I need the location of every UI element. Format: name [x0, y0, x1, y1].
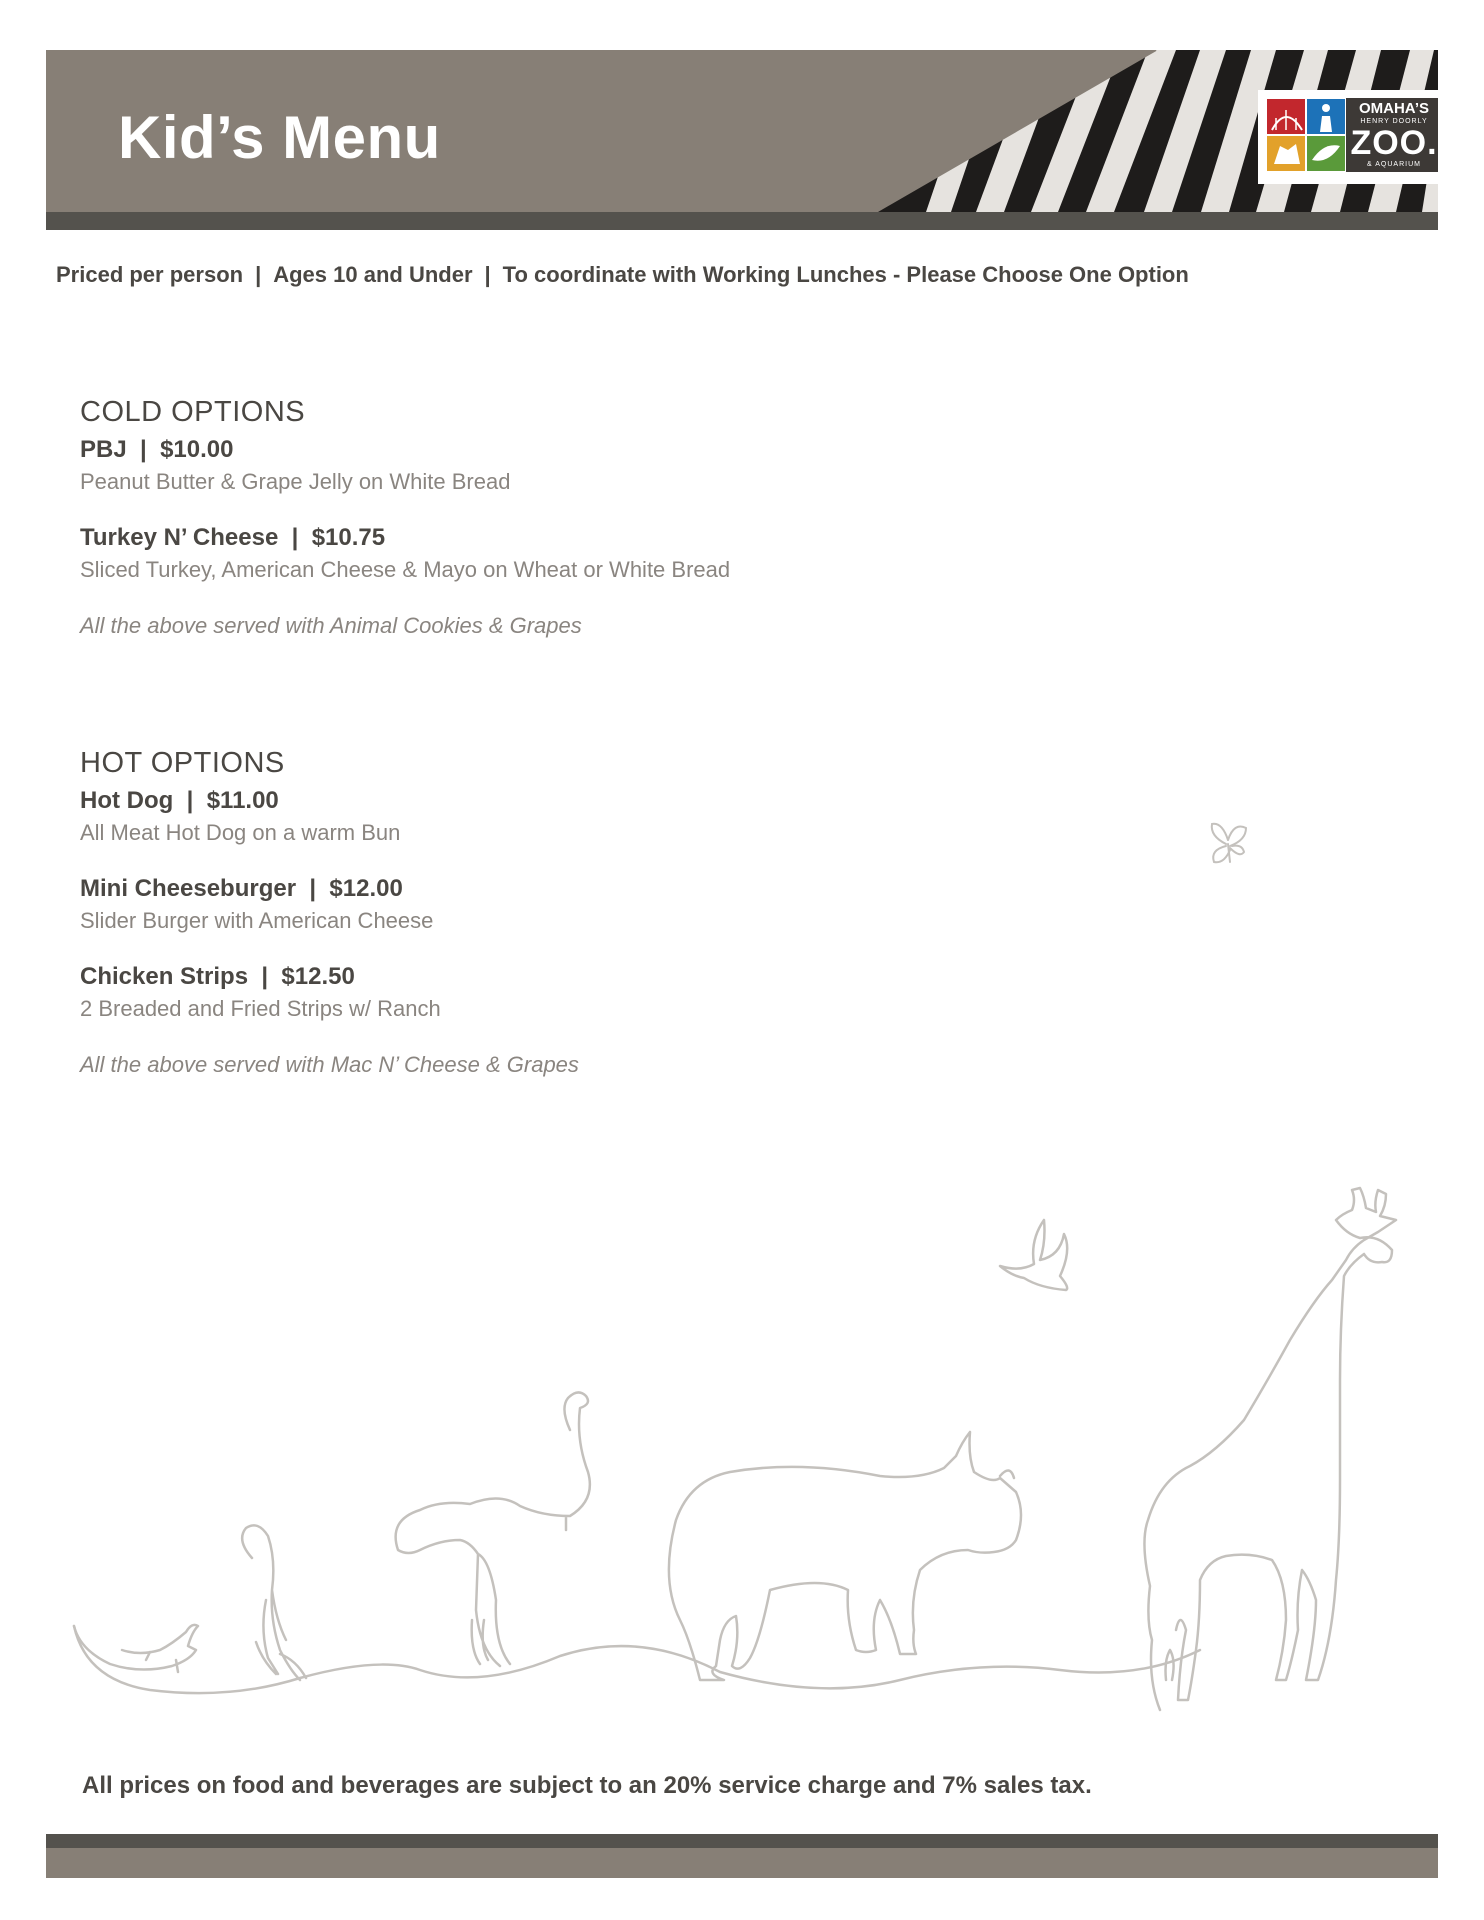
order-instructions: To coordinate with Working Lunches - Please Choose One Option	[502, 262, 1189, 287]
menu-item-description: Sliced Turkey, American Cheese & Mayo on Wheat or White Bread	[80, 557, 731, 582]
menu-item	[80, 874, 579, 936]
monkey-outline	[242, 1525, 306, 1680]
footer-bar-dark	[46, 1834, 1438, 1848]
ostrich-outline	[396, 1392, 590, 1666]
separator: |	[255, 262, 262, 287]
age-limit: Ages 10 and Under	[273, 262, 473, 287]
header-banner	[46, 50, 1438, 212]
page-title: Kid’s Menu	[118, 104, 441, 171]
section-note: All the above served with Animal Cookies & Grapes	[80, 613, 582, 638]
menu-item-name-price: Turkey N’ Cheese | $10.75	[80, 524, 386, 551]
separator: |	[484, 262, 491, 287]
menu-item	[80, 786, 579, 848]
section-note: All the above served with Mac N’ Cheese & Grapes	[80, 1052, 579, 1077]
section-heading: COLD OPTIONS	[80, 396, 306, 428]
pricing-basis: Priced per person	[56, 262, 244, 287]
section-heading: HOT OPTIONS	[80, 747, 285, 779]
animal-line-art	[0, 1180, 1484, 1720]
header-divider-bar	[46, 212, 1438, 230]
menu-item-description: Peanut Butter & Grape Jelly on White Bread	[80, 469, 511, 494]
menu-item	[80, 523, 730, 585]
hot-options-section	[80, 747, 579, 1078]
footer-bar-light	[46, 1848, 1438, 1878]
footer-disclaimer: All prices on food and beverages are subject to an 20% service charge and 7% sales tax.	[82, 1772, 1092, 1799]
ground-line	[74, 1626, 1200, 1693]
menu-item	[80, 435, 730, 497]
logo-wordmark: OMAHA’S HENRY DOORLY ZOO. & AQUARIUM	[1350, 100, 1438, 168]
menu-item-description: Slider Burger with American Cheese	[80, 908, 434, 933]
zoo-logo	[1258, 90, 1438, 184]
menu-item-name-price: PBJ | $10.00	[80, 436, 234, 463]
rhino-outline	[669, 1432, 1021, 1680]
giraffe-outline	[1144, 1188, 1396, 1710]
butterfly-icon	[1200, 816, 1260, 872]
menu-item-description: All Meat Hot Dog on a warm Bun	[80, 820, 401, 845]
menu-item-name-price: Hot Dog | $11.00	[80, 787, 279, 814]
bird-icon	[1000, 1220, 1067, 1290]
menu-item	[80, 962, 579, 1024]
menu-item-description: 2 Breaded and Fried Strips w/ Ranch	[80, 996, 441, 1021]
pricing-info-line	[56, 262, 1189, 288]
menu-item-name-price: Mini Cheeseburger | $12.00	[80, 875, 403, 902]
cold-options-section	[80, 396, 730, 639]
lizard-outline	[74, 1625, 198, 1672]
logo-graphic	[1266, 98, 1346, 172]
menu-item-name-price: Chicken Strips | $12.50	[80, 963, 355, 990]
